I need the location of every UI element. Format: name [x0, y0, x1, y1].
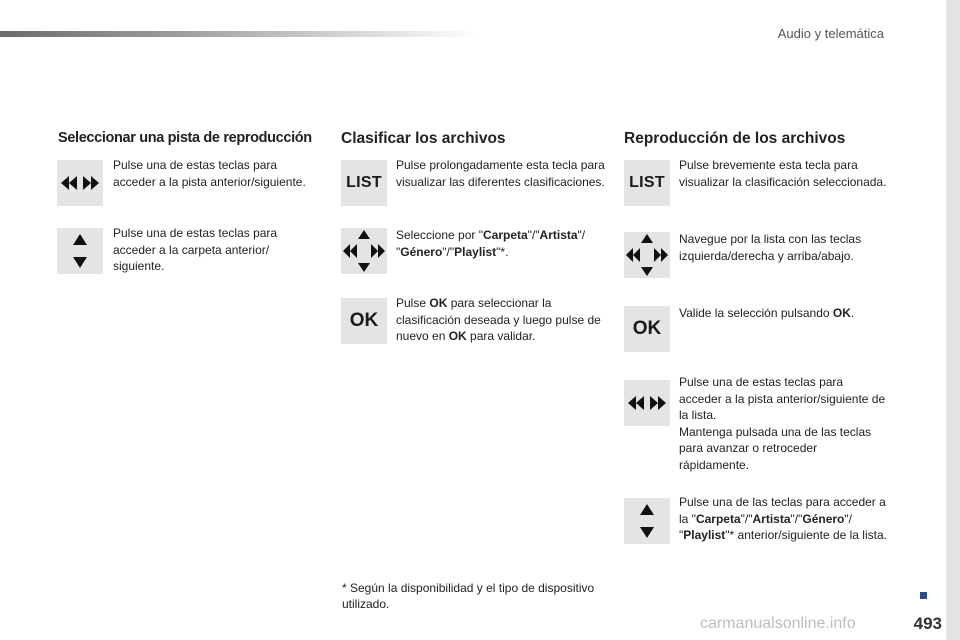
page-edge-bar — [946, 0, 960, 640]
heading-select-track: Seleccionar una pista de reproducción — [58, 130, 312, 146]
instruction-text: Pulse OK para seleccionar la clasificación deseada y luego pulse de nuevo en OK para validar. — [396, 296, 601, 343]
instruction-text: Valide la selección pulsando OK. — [679, 306, 855, 320]
up-down-keys-icon — [57, 228, 103, 274]
header-gradient-bar — [0, 31, 480, 37]
instruction-text: Navegue por la lista con las teclas izquierda/derecha y arriba/abajo. — [679, 232, 862, 263]
instruction-text: Pulse una de estas teclas para acceder a la pista anterior/siguiente de la lista. Mantenga pulsada una de las teclas para avanzar o retroceder rápidamente. — [679, 375, 886, 472]
instruction-text: Pulse prolongadamente esta tecla para visualizar las diferentes clasificaciones. — [396, 158, 605, 189]
prev-next-keys-icon — [57, 160, 103, 206]
watermark: carmanualsonline.info — [700, 615, 856, 632]
instruction-text: Pulse brevemente esta tecla para visualizar la clasificación seleccionada. — [679, 158, 887, 189]
list-key-icon — [341, 160, 387, 206]
ok-key-icon — [624, 306, 670, 352]
up-down-keys-icon — [624, 498, 670, 544]
ok-key-label: OK — [632, 318, 662, 339]
four-way-keys-icon — [341, 228, 387, 274]
ok-key-label: OK — [349, 310, 379, 331]
page-marker — [920, 592, 927, 599]
page-number: 493 — [913, 614, 942, 633]
instruction-text: Pulse una de las teclas para acceder a la "Carpeta"/"Artista"/"Género"/ "Playlist"* anterior/siguiente de la lista. — [679, 495, 887, 542]
instruction-text: Pulse una de estas teclas para acceder a la pista anterior/siguiente. — [113, 158, 306, 189]
ok-key-icon — [341, 298, 387, 344]
list-key-icon — [624, 160, 670, 206]
heading-play-files: Reproducción de los archivos — [624, 130, 846, 147]
prev-next-keys-icon — [624, 380, 670, 426]
instruction-text: Pulse una de estas teclas para acceder a la carpeta anterior/ siguiente. — [113, 226, 278, 273]
instruction-text: Seleccione por "Carpeta"/"Artista"/ "Género"/"Playlist"*. — [396, 228, 586, 259]
list-key-label: LIST — [346, 174, 382, 191]
footnote: * Según la disponibilidad y el tipo de dispositivo utilizado. — [342, 581, 595, 611]
section-title: Audio y telemática — [777, 26, 884, 41]
four-way-keys-icon — [624, 232, 670, 278]
list-key-label: LIST — [629, 174, 665, 191]
heading-sort-files: Clasificar los archivos — [341, 130, 506, 147]
